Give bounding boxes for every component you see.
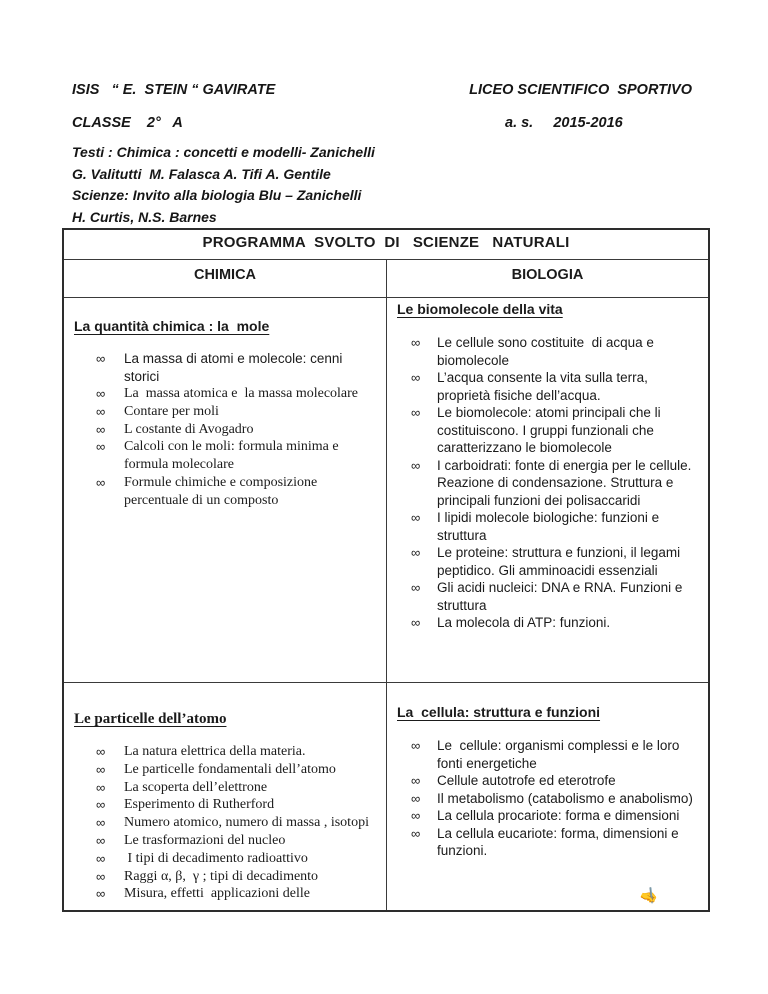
infinity-bullet-icon: ∞	[411, 773, 421, 788]
list-item: ∞ Le cellule sono costituite di acqua e biomolecole	[411, 335, 658, 368]
list-item: ∞ Le trasformazioni del nucleo	[96, 832, 286, 848]
textbook-line: Scienze: Invito alla biologia Blu – Zanichelli	[72, 187, 362, 203]
list-item: ∞ Misura, effetti applicazioni delle	[96, 886, 310, 902]
list-item: ∞ L’acqua consente la vita sulla terra, proprietà fisiche dell’acqua.	[411, 370, 652, 403]
infinity-bullet-icon: ∞	[411, 335, 421, 350]
list-item: ∞ Numero atomico, numero di massa , isotopi	[96, 815, 369, 831]
section-heading: La cellula: struttura e funzioni	[397, 704, 601, 720]
list-item: ∞ Il metabolismo (catabolismo e anabolismo)	[411, 790, 693, 806]
column-header-chimica: CHIMICA	[64, 260, 387, 297]
infinity-bullet-icon: ∞	[411, 457, 421, 473]
school-year: a. s. 2015-2016	[505, 115, 623, 131]
class-label: CLASSE 2° A	[72, 115, 183, 131]
infinity-bullet-icon: ∞	[96, 815, 106, 831]
table-row	[64, 298, 708, 683]
list-item: ∞ Formule chimiche e composizione percentuale di un composto	[96, 474, 321, 508]
list-item: ∞ La molecola di ATP: funzioni.	[411, 615, 611, 630]
column-header-biologia: BIOLOGIA	[511, 267, 584, 283]
list-item: ∞ Le particelle fondamentali dell’atomo	[96, 761, 336, 777]
list-item: ∞ I carboidrati: fonte di energia per le cellule. Reazione di condensazione. Struttura e principali funzioni dei polisaccaridi	[411, 457, 696, 508]
infinity-bullet-icon: ∞	[96, 868, 106, 884]
infinity-bullet-icon: ∞	[411, 510, 421, 525]
infinity-bullet-icon: ∞	[96, 850, 106, 866]
list-item: ∞ La massa di atomi e molecole: cenni storici	[96, 351, 347, 384]
list-item: ∞ Raggi α, β, γ ; tipi di decadimento	[96, 868, 319, 884]
list-item: ∞ Esperimento di Rutherford	[96, 797, 275, 813]
infinity-bullet-icon: ∞	[96, 797, 106, 813]
list-item: ∞ Gli acidi nucleici: DNA e RNA. Funzioni e struttura	[411, 580, 687, 613]
infinity-bullet-icon: ∞	[411, 808, 421, 823]
list-item: ∞ La cellula eucariote: forma, dimensioni e funzioni.	[411, 825, 683, 858]
writing-hand-icon: ✍	[637, 883, 662, 907]
infinity-bullet-icon: ∞	[96, 832, 106, 848]
infinity-bullet-icon: ∞	[96, 386, 106, 401]
list-item: ∞ Le biomolecole: atomi principali che li costituiscono. I gruppi funzionali che caratterizzano le biomolecole	[411, 405, 665, 455]
list-item: ∞ La massa atomica e la massa molecolare	[96, 386, 359, 401]
cell-chimica-1	[64, 298, 387, 682]
header-line-2	[72, 115, 692, 131]
infinity-bullet-icon: ∞	[96, 761, 106, 777]
list-item: ∞ La cellula procariote: forma e dimensioni	[411, 808, 680, 823]
section-heading: La quantità chimica : la mole	[74, 318, 270, 334]
topic-list	[74, 350, 376, 510]
textbook-line: H. Curtis, N.S. Barnes	[72, 208, 217, 225]
list-item: ∞ La natura elettrica della materia.	[96, 744, 306, 759]
infinity-bullet-icon: ∞	[411, 545, 421, 560]
list-item: ∞ La scoperta dell’elettrone	[96, 779, 268, 795]
list-item: ∞ L costante di Avogadro	[96, 421, 254, 437]
list-item: ∞ Calcoli con le moli: formula minima e formula molecolare	[96, 439, 343, 473]
infinity-bullet-icon: ∞	[411, 738, 421, 753]
table-header-row	[64, 260, 708, 298]
cell-chimica-2	[64, 683, 387, 910]
textbook-line: G. Valitutti M. Falasca A. Tifi A. Gentile	[72, 165, 331, 182]
infinity-bullet-icon: ∞	[96, 886, 106, 902]
table-row	[64, 683, 708, 910]
topic-list	[74, 743, 376, 903]
infinity-bullet-icon: ∞	[411, 825, 421, 841]
topic-list	[397, 737, 698, 860]
textbook-line: Testi : Chimica : concetti e modelli- Zanichelli	[72, 144, 375, 160]
infinity-bullet-icon: ∞	[411, 580, 421, 595]
infinity-bullet-icon: ∞	[411, 405, 421, 420]
topic-list	[397, 334, 698, 632]
infinity-bullet-icon: ∞	[411, 370, 421, 385]
textbooks-block	[72, 142, 375, 228]
list-item: ∞ Le proteine: struttura e funzioni, il legami peptidico. Gli amminoacidi essenziali	[411, 545, 684, 578]
infinity-bullet-icon: ∞	[96, 351, 106, 366]
table-title: PROGRAMMA SVOLTO DI SCIENZE NATURALI	[64, 230, 708, 260]
school-name: ISIS “ E. STEIN “ GAVIRATE	[72, 82, 276, 98]
cell-biologia-2	[387, 683, 708, 910]
list-item: ∞ Le cellule: organismi complessi e le loro fonti energetiche	[411, 738, 684, 771]
infinity-bullet-icon: ∞	[411, 615, 421, 630]
infinity-bullet-icon: ∞	[96, 403, 106, 419]
list-item: ∞ Cellule autotrofe ed eterotrofe	[411, 773, 616, 788]
section-heading: Le particelle dell’atomo	[74, 711, 227, 727]
school-type: LICEO SCIENTIFICO SPORTIVO	[469, 82, 692, 98]
infinity-bullet-icon: ∞	[96, 474, 106, 490]
list-item: ∞ I tipi di decadimento radioattivo	[96, 850, 308, 866]
cell-biologia-1	[387, 298, 708, 682]
curriculum-table	[62, 228, 710, 912]
infinity-bullet-icon: ∞	[96, 439, 106, 455]
infinity-bullet-icon: ∞	[411, 790, 421, 806]
infinity-bullet-icon: ∞	[96, 421, 106, 437]
infinity-bullet-icon: ∞	[96, 779, 106, 795]
section-heading: Le biomolecole della vita	[397, 301, 563, 317]
header-line-1	[72, 82, 692, 98]
infinity-bullet-icon: ∞	[96, 744, 106, 759]
list-item: ∞ Contare per moli	[96, 403, 219, 419]
list-item: ∞ I lipidi molecole biologiche: funzioni e struttura	[411, 510, 663, 543]
